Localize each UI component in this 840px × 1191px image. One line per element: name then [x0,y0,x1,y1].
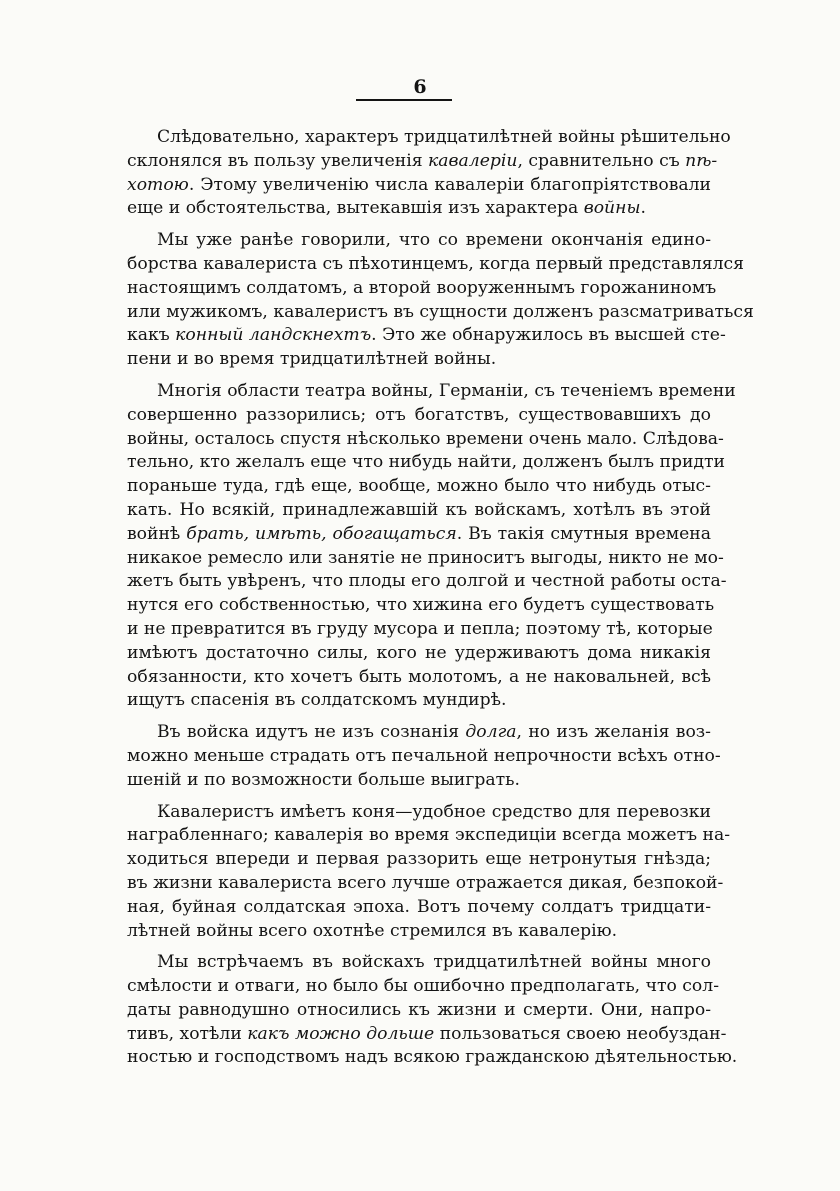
text-run: Кавалеристъ имѣетъ коня—удобное средство для перевозки [157,801,711,822]
text-line [127,547,724,571]
text-run: никакое ремесло или занятіе не приноситъ выгоды, никто не мо- [127,547,724,568]
text-line [127,848,711,872]
text-run: шеній и по возможности больше выиграть. [127,769,520,790]
text-line [127,174,711,198]
text-line [127,197,711,221]
italic-text-run: войны [583,198,641,219]
text-run: еще и обстоятельства, вытекавшія изъ характера [127,198,584,219]
text-line [127,689,711,713]
text-line [127,324,726,348]
text-run: пени и во время тридцатилѣтней войны. [127,349,497,370]
text-line [127,872,724,896]
text-run: совершенно раззорились; отъ богатствъ, существовавшихъ до [127,404,711,425]
paragraph [127,951,738,1070]
text-line [127,951,711,975]
text-run: тельно, кто желалъ еще что нибудь найти, долженъ былъ придти [127,452,725,473]
text-run: какъ [127,325,176,346]
text-run: ходиться впереди и первая раззорить еще нетронутыя гнѣзда; [127,849,711,870]
text-line [127,1023,727,1047]
text-run: даты равнодушно относились къ жизни и смерти. Они, напро- [127,999,711,1020]
text-line [127,150,718,174]
text-run: ная, буйная солдатская эпоха. Вотъ почему солдатъ тридцати- [127,896,711,917]
text-line [127,451,725,475]
text-line [127,999,711,1023]
italic-text-run: конный ландскнехтъ [175,325,372,346]
text-line [127,594,715,618]
italic-text-run: брать, имѣть, обогащаться [186,523,457,544]
italic-text-run: пѣ- [685,150,718,171]
text-line [127,229,711,253]
text-line [127,428,724,452]
text-run: кать. Но всякій, принадлежавшій къ войскамъ, хотѣлъ въ этой [127,499,711,520]
text-line [127,570,727,594]
page-number: 6 [413,76,427,98]
text-line [127,896,711,920]
text-run: Многія области театра войны, Германіи, съ теченіемъ времени [157,380,736,401]
text-run: , но изъ желанія воз- [516,722,711,743]
text-run: Слѣдовательно, характеръ тридцатилѣтней войны рѣшительно [157,127,731,147]
text-run: . Въ такія смутныя времена [456,523,711,544]
text-run: имѣютъ достаточно силы, кого не удерживаютъ дома никакія [127,642,711,663]
text-run: склонялся въ пользу увеличенія [127,150,429,171]
paragraph [127,721,721,792]
text-line [127,475,711,499]
text-line [127,277,717,301]
text-line [127,975,719,999]
text-run: . Это же обнаружилось въ высшей сте- [371,325,726,346]
text-run: можно меньше страдать отъ печальной непрочности всѣхъ отно- [127,745,721,766]
italic-text-run: кавалеріи [428,150,518,171]
italic-text-run: хотою [127,174,189,195]
text-run: Мы уже ранѣе говорили, что со времени окончанія едино- [157,230,711,251]
text-run: войны, осталось спустя нѣсколько времени очень мало. Слѣдова- [127,428,724,449]
paragraph [127,229,754,372]
text-run: жетъ быть увѣренъ, что плоды его долгой и честной работы оста- [127,571,727,592]
paragraph [127,126,731,221]
text-run: тивъ, хотѣли [127,1023,248,1044]
header-rule [356,99,452,101]
text-line [127,642,711,666]
text-run: . [640,198,646,219]
paragraph [127,801,730,944]
text-line [127,920,711,944]
text-run: . Этому увеличенію числа кавалеріи благопріятствовали [188,174,711,195]
text-line [127,253,744,277]
text-line [127,666,711,690]
text-line [127,618,711,642]
text-run: войнѣ [127,523,187,544]
text-run: награбленнаго; кавалерія во время экспедиціи всегда можетъ на- [127,825,730,846]
text-line [127,301,754,325]
text-run: и не превратится въ груду мусора и пепла; поэтому тѣ, которые [127,618,713,639]
text-run: настоящимъ солдатомъ, а второй вооруженнымъ горожаниномъ [127,277,717,298]
text-run: пользоваться своею необуздан- [434,1023,727,1044]
text-line [127,824,730,848]
text-run: Въ войска идутъ не изъ сознанія [157,722,466,743]
text-run: въ жизни кавалериста всего лучше отражается дикая, безпокой- [127,872,724,893]
italic-text-run: какъ можно дольше [247,1023,435,1044]
text-line [127,769,711,793]
text-run: Мы встрѣчаемъ въ войскахъ тридцатилѣтней войны много [157,952,711,973]
text-line [127,499,711,523]
text-line [127,1046,738,1070]
text-run: ищутъ спасенія въ солдатскомъ мундирѣ. [127,690,507,711]
text-line [127,126,731,150]
paragraph [127,380,736,713]
text-run: ностью и господствомъ надъ всякою гражданскою дѣятельностью. [127,1047,738,1068]
text-line [127,721,711,745]
text-run: борства кавалериста съ пѣхотинцемъ, когда первый представлялся [127,253,744,274]
text-line [127,380,736,404]
text-line [127,801,711,825]
text-run: лѣтней войны всего охотнѣе стремился въ кавалерію. [127,920,618,941]
text-run: или мужикомъ, кавалеристъ въ сущности долженъ разсматриваться [127,301,754,322]
italic-text-run: долга [465,722,517,743]
text-run: смѣлости и отваги, но было бы ошибочно предполагать, что сол- [127,976,719,997]
text-run: нутся его собственностью, что хижина его будетъ существовать [127,595,715,616]
text-line [127,523,711,547]
text-run: пораньше туда, гдѣ еще, вообще, можно было что нибудь отыс- [127,476,711,497]
text-run: , сравнительно съ [517,150,686,171]
text-run: обязанности, кто хочетъ быть молотомъ, а не наковальней, всѣ [127,666,711,687]
text-line [127,348,711,372]
text-line [127,404,711,428]
body-text [127,126,754,1078]
text-line [127,745,721,769]
